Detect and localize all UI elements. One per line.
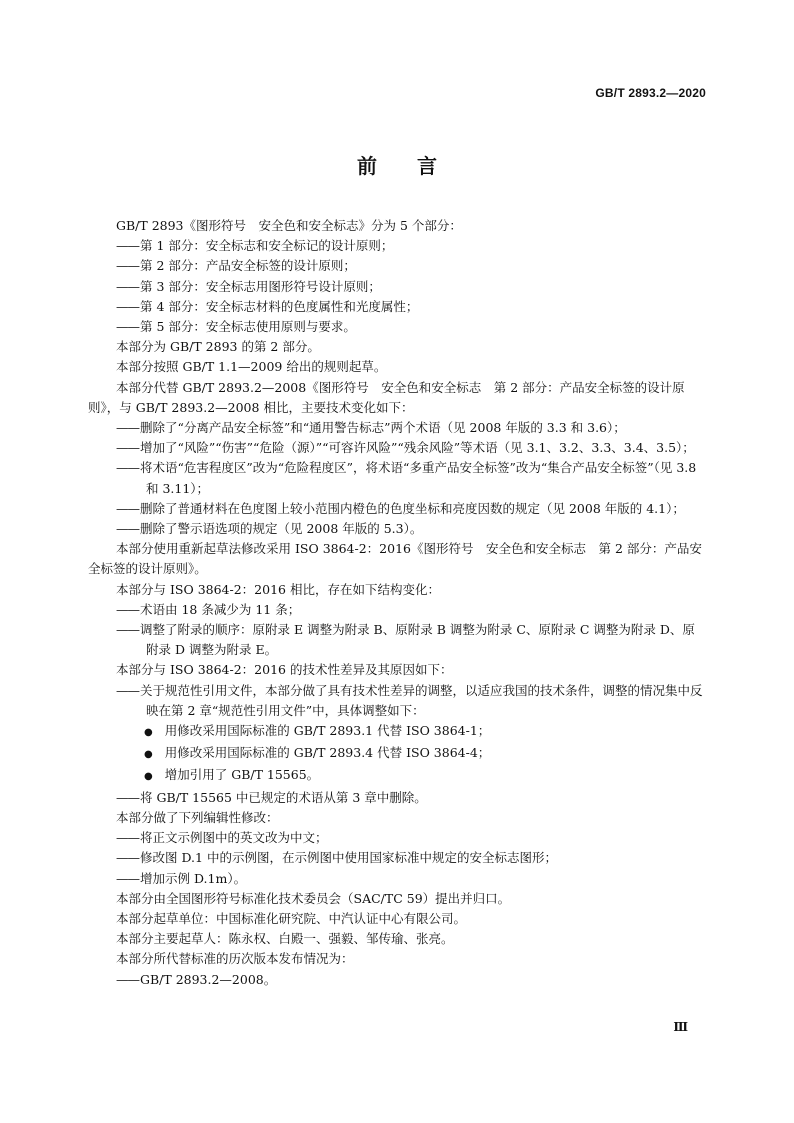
list-item-dash: —— 第 3 部分：安全标志用图形符号设计原则； [88,277,706,297]
list-item-dash: —— 增加示例 D.1m）。 [88,869,706,889]
list-item-bullet: ● 增加引用了 GB/T 15565。 [88,765,706,787]
list-item-dash: —— 删除了警示语选项的规定（见 2008 年版的 5.3）。 [88,519,706,539]
list-item-bullet: ● 用修改采用国际标准的 GB/T 2893.4 代替 ISO 3864-4； [88,743,706,765]
page-title: 前言 [357,154,477,178]
paragraph: 本部分所代替标准的历次版本发布情况为： [116,951,354,967]
list-item-dash: —— 第 2 部分：产品安全标签的设计原则； [88,256,706,276]
standard-number: GB/T 2893.2—2020 [595,86,706,100]
list-item-dash: —— 调整了附录的顺序：原附录 E 调整为附录 B、原附录 B 调整为附录 C、原附录 C 调整为附录 D、原附录 D 调整为附录 E。 [88,620,706,660]
paragraph: 本部分为 GB/T 2893 的第 2 部分。 [116,339,320,355]
list-item-dash: —— 第 5 部分：安全标志使用原则与要求。 [88,317,706,337]
list-item-dash: —— 将 GB/T 15565 中已规定的术语从第 3 章中删除。 [88,788,706,808]
paragraph: 本部分使用重新起草法修改采用 ISO 3864-2：2016《图形符号 安全色和安全标志 第 2 部分：产品安全标签的设计原则》。 [88,541,702,577]
page-number: Ⅲ [673,1020,688,1034]
list-item-dash: —— 第 1 部分：安全标志和安全标记的设计原则； [88,236,706,256]
list-item-dash: —— 将正文示例图中的英文改为中文； [88,828,706,848]
list-item-dash: —— 关于规范性引用文件，本部分做了具有技术性差异的调整，以适应我国的技术条件，调整的情况集中反映在第 2 章“规范性引用文件”中，具体调整如下： [88,681,706,721]
paragraph: 本部分主要起草人：陈永权、白殿一、强毅、邹传瑜、张亮。 [116,931,454,947]
list-item-dash: —— 术语由 18 条减少为 11 条； [88,600,706,620]
paragraph: 本部分与 ISO 3864-2：2016 相比，存在如下结构变化： [116,581,440,597]
paragraph: 本部分起草单位：中国标准化研究院、中汽认证中心有限公司。 [116,910,467,926]
list-item-dash: —— 将术语“危害程度区”改为“危险程度区”，将术语“多重产品安全标签”改为“集合产品安全标签”（见 3.8 和 3.11）； [88,458,706,498]
paragraph: 本部分由全国图形符号标准化技术委员会（SAC/TC 59）提出并归口。 [116,890,511,906]
list-item-dash: —— GB/T 2893.2—2008。 [88,970,706,990]
document-body [88,216,706,990]
paragraph: GB/T 2893《图形符号 安全色和安全标志》分为 5 个部分： [116,218,462,233]
paragraph: 本部分做了下列编辑性修改： [116,809,279,825]
paragraph: 本部分代替 GB/T 2893.2—2008《图形符号 安全色和安全标志 第 2 部分：产品安全标签的设计原则》，与 GB/T 2893.2—2008 相比，主要技术变化如下： [88,379,685,415]
paragraph: 本部分与 ISO 3864-2：2016 的技术性差异及其原因如下： [116,662,453,678]
list-item-dash: —— 修改图 D.1 中的示例图，在示例图中使用国家标准中规定的安全标志图形； [88,848,706,868]
list-item-dash: —— 第 4 部分：安全标志材料的色度属性和光度属性； [88,297,706,317]
paragraph: 本部分按照 GB/T 1.1—2009 给出的规则起草。 [116,359,387,375]
list-item-dash: —— 删除了普通材料在色度图上较小范围内橙色的色度坐标和亮度因数的规定（见 2008 年版的 4.1）； [88,499,706,519]
list-item-dash: —— 增加了“风险”“伤害”“危险（源）”“可容许风险”“残余风险”等术语（见 3.1、3.2、3.3、3.4、3.5）； [88,438,706,458]
list-item-bullet: ● 用修改采用国际标准的 GB/T 2893.1 代替 ISO 3864-1； [88,721,706,743]
list-item-dash: —— 删除了“分离产品安全标签”和“通用警告标志”两个术语（见 2008 年版的 3.3 和 3.6）； [88,418,706,438]
